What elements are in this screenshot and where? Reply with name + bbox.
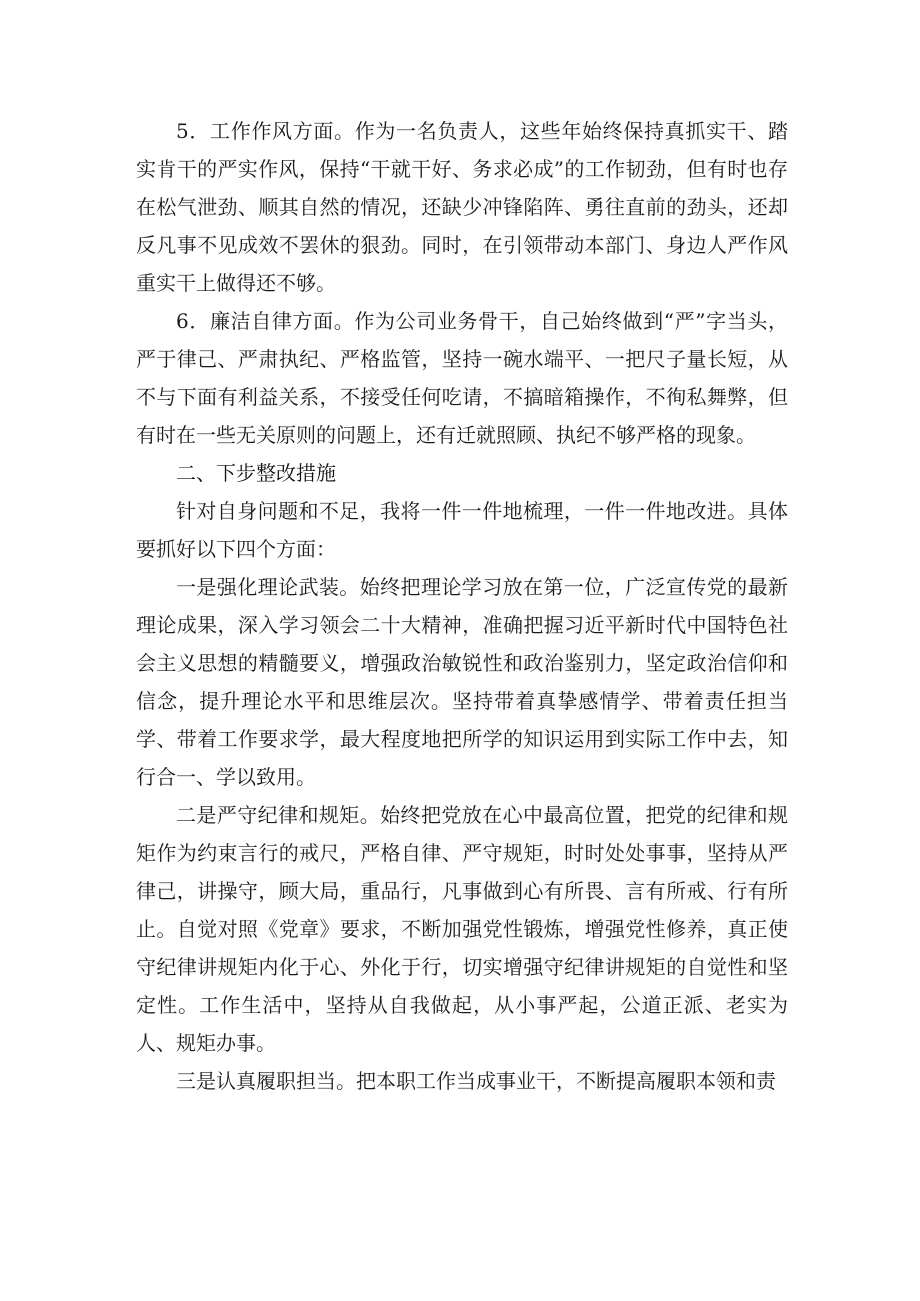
section-heading-rectification: 二、下步整改措施 [176, 461, 336, 485]
paragraph-integrity: 6．廉洁自律方面。作为公司业务骨干，自己始终做到“严”字当头，严于律己、严肃执纪、严格监管，坚持一碗水端平、一把尺子量长短，从不与下面有利益关系，不接受任何吃请，不搞暗箱操作，不徇私舞弊，但有时在一些无关原则的问题上，还有迁就照顾、执纪不够严格的现象。 [136, 309, 788, 447]
paragraph-discipline: 二是严守纪律和规矩。始终把党放在心中最高位置，把党的纪律和规矩作为约束言行的戒尺，严格自律、严守规矩，时时处处事事，坚持从严律己，讲操守，顾大局，重品行，凡事做到心有所畏、言有所戒、行有所止。自觉对照《党章》要求，不断加强党性锻炼，增强党性修养，真正使守纪律讲规矩内化于心、外化于行，切实增强守纪律讲规矩的自觉性和坚定性。工作生活中，坚持从自我做起，从小事严起，公道正派、老实为人、规矩办事。 [136, 803, 788, 1055]
paragraph-duty: 三是认真履职担当。把本职工作当成事业干，不断提高履职本领和责 [176, 1069, 776, 1093]
paragraph-intro: 针对自身问题和不足，我将一件一件地梳理，一件一件地改进。具体要抓好以下四个方面： [136, 499, 788, 561]
paragraph-work-style: 5．工作作风方面。作为一名负责人，这些年始终保持真抓实干、踏实肯干的严实作风，保持“干就干好、务求必成”的工作韧劲，但有时也存在松气泄劲、顺其自然的情况，还缺少冲锋陷阵、勇往直前的劲头，还却反凡事不见成效不罢休的狠劲。同时，在引领带动本部门、身边人严作风重实干上做得还不够。 [136, 119, 788, 295]
paragraph-theory: 一是强化理论武装。始终把理论学习放在第一位，广泛宣传党的最新理论成果，深入学习领会二十大精神，准确把握习近平新时代中国特色社会主义思想的精髓要义，增强政治敏锐性和政治鉴别力，坚定政治信仰和信念，提升理论水平和思维层次。坚持带着真挚感情学、带着责任担当学、带着工作要求学，最大程度地把所学的知识运用到实际工作中去，知行合一、学以致用。 [136, 575, 788, 789]
document-body [136, 112, 788, 1100]
